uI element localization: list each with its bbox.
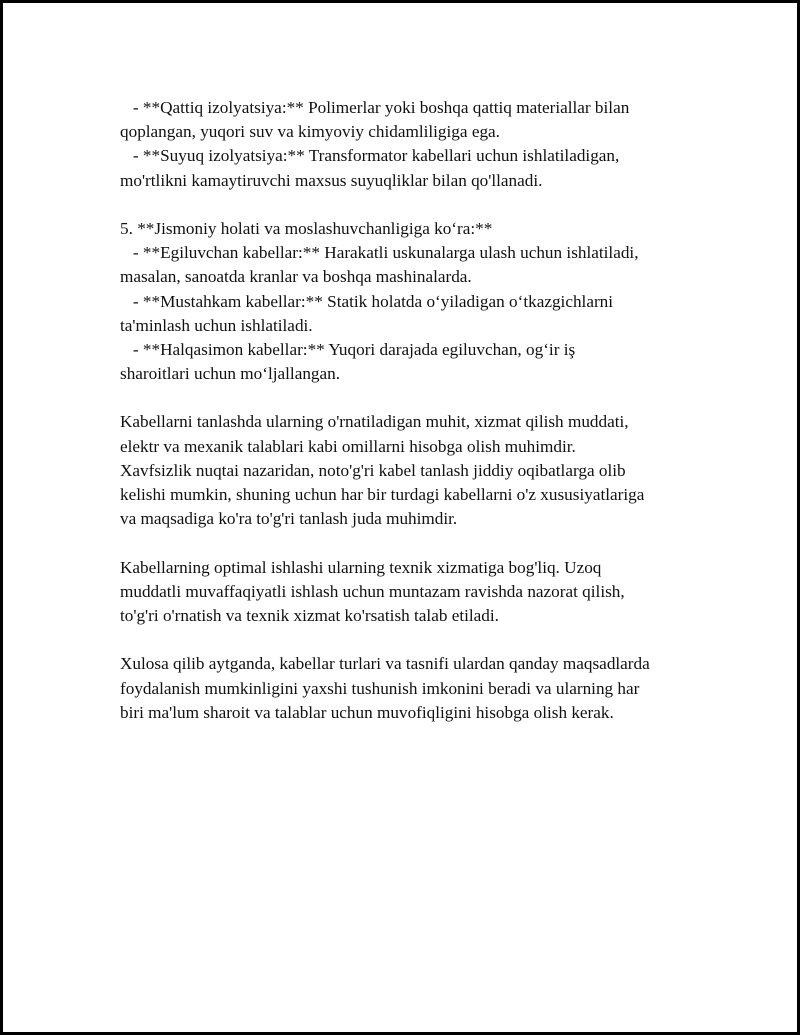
text-line: kelishi mumkin, shuning uchun har bir turdagi kabellarni o'z xususiyatlariga bbox=[120, 485, 645, 504]
text-line: Kabellarni tanlashda ularning o'rnatiladigan muhit, xizmat qilish muddati, bbox=[120, 412, 629, 432]
text-line: - **Egiluvchan kabellar:** Harakatli uskunalarga ulash uchun ishlatiladi, bbox=[120, 243, 639, 263]
text-line: - **Halqasimon kabellar:** Yuqori darajada egiluvchan, og‘ir iş bbox=[120, 339, 576, 359]
text-line: elektr va mexanik talablari kabi omillarni hisobga olish muhimdir. bbox=[120, 436, 576, 456]
text-line: Xulosa qilib aytganda, kabellar turlari va tasnifi ulardan qanday maqsadlarda bbox=[120, 654, 650, 674]
text-line: ta'minlash uchun ishlatiladi. bbox=[120, 315, 313, 335]
paragraph-gap bbox=[120, 628, 700, 652]
text-line: - **Mustahkam kabellar:** Statik holatda o‘yiladigan o‘tkazgichlarni bbox=[120, 291, 614, 311]
paragraph-gap bbox=[120, 193, 700, 217]
text-line: va maqsadiga ko'ra to'g'ri tanlash juda muhimdir. bbox=[120, 509, 458, 529]
text-line: Kabellarning optimal ishlashi ularning texnik xizmatiga bog'liq. Uzoq bbox=[120, 557, 602, 577]
text-line: to'g'ri o'rnatish va texnik xizmat ko'rsatish talab etiladi. bbox=[120, 605, 499, 625]
text-line: biri ma'lum sharoit va talablar uchun muvofiqligini hisobga olish kerak. bbox=[120, 702, 614, 722]
text-line: masalan, sanoatda kranlar va boshqa mashinalarda. bbox=[120, 267, 472, 287]
text-line: foydalanish mumkinligini yaxshi tushunish imkonini beradi va ularning har bbox=[120, 678, 640, 698]
text-line: - **Suyuq izolyatsiya:** Transformator kabellari uchun ishlatiladigan, bbox=[120, 146, 620, 166]
text-line: qoplangan, yuqori suv va kimyoviy chidamliligiga ega. bbox=[120, 122, 500, 142]
text-line: sharoitlari uchun mo‘ljallangan. bbox=[120, 364, 341, 384]
document-body bbox=[120, 96, 700, 725]
text-line: Xavfsizlik nuqtai nazaridan, noto'g'ri kabel tanlash jiddiy oqibatlarga olib bbox=[120, 460, 626, 480]
text-line: - **Qattiq izolyatsiya:** Polimerlar yoki boshqa qattiq materiallar bilan bbox=[120, 98, 630, 117]
paragraph-gap bbox=[120, 531, 700, 555]
text-line: mo'rtlikni kamaytiruvchi maxsus suyuqliklar bilan qo'llanadi. bbox=[120, 170, 543, 190]
text-line: muddatli muvaffaqiyatli ishlash uchun muntazam ravishda nazorat qilish, bbox=[120, 581, 625, 601]
paragraph-gap bbox=[120, 386, 700, 410]
section-heading: 5. **Jismoniy holati va moslashuvchanligiga ko‘ra:** bbox=[120, 218, 493, 238]
